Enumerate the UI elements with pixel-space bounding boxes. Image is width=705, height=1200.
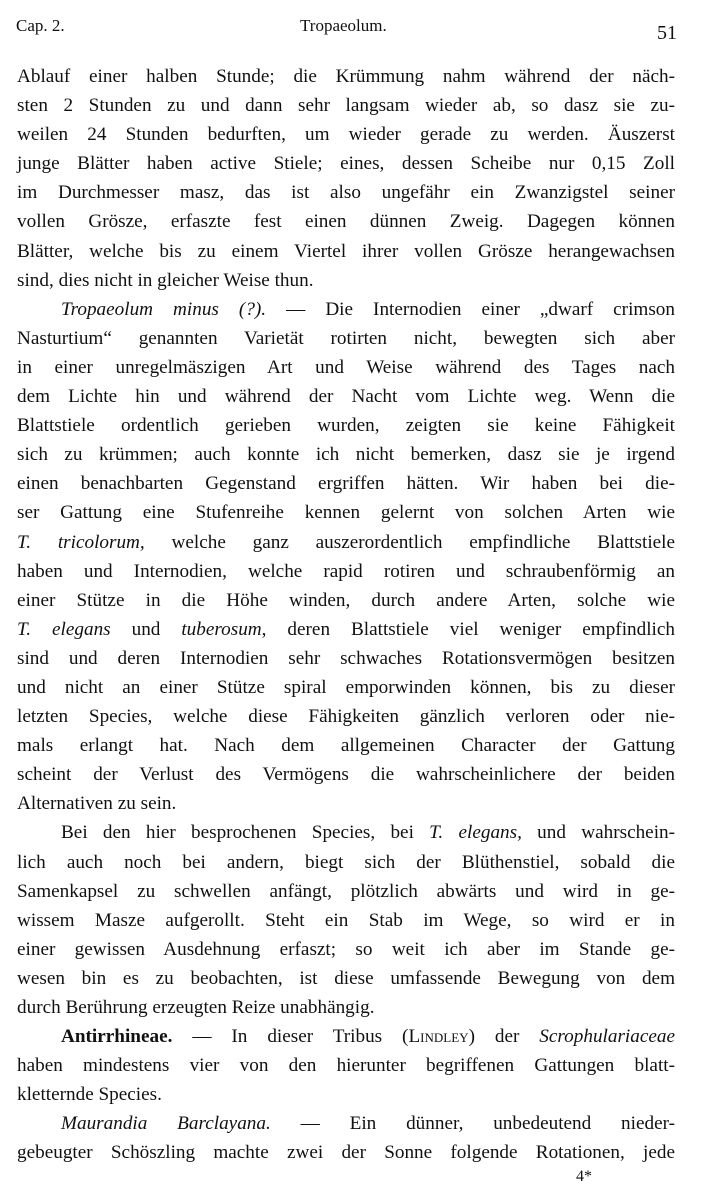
text-segment: einen benachbarten Gegenstand ergriffen hätten. Wir haben bei die- [17, 473, 675, 495]
text-segment: und [110, 618, 182, 640]
text-segment: sich zu krümmen; auch konnte ich nicht bemerken, dasz sie je irgend [17, 444, 675, 466]
text-segment: haben mindestens vier von den hierunter begriffenen Gattungen blatt- [17, 1055, 675, 1077]
text-line [17, 120, 675, 149]
text-segment: Lindley [408, 1026, 469, 1048]
italic-segment: tuberosum [181, 618, 262, 640]
text-segment: dem Lichte hin und während der Nacht vom Lichte weg. Wenn die [17, 386, 675, 408]
text-segment: Samenkapsel zu schwellen anfängt, plötzlich abwärts und wird in ge- [17, 880, 675, 902]
text-line [17, 789, 675, 818]
text-segment: lich auch noch bei andern, biegt sich der Blüthenstiel, sobald die [17, 851, 675, 873]
text-line [17, 178, 675, 207]
text-line [17, 498, 675, 527]
text-segment: — Ein dünner, unbedeutend nieder- [270, 1113, 676, 1135]
text-segment: Nasturtium“ genannten Varietät rotirten nicht, bewegten sich aber [17, 327, 675, 349]
text-segment: weilen 24 Stunden bedurften, um wieder gerade zu werden. Äuszerst [17, 124, 675, 146]
text-segment: mals erlangt hat. Nach dem allgemeinen Character der Gattung [17, 735, 675, 757]
text-line [17, 818, 675, 847]
text-line [17, 91, 675, 120]
italic-segment: Tropaeolum minus (?). [61, 298, 267, 320]
text-line [17, 760, 675, 789]
text-line [17, 528, 675, 557]
text-line [17, 964, 675, 993]
text-line [17, 440, 675, 469]
text-segment: im Durchmesser masz, das ist also ungefähr ein Zwanzigstel seiner [17, 182, 675, 204]
text-segment: scheint der Verlust des Vermögens die wahrscheinlichere der beiden [17, 764, 675, 786]
text-segment: junge Blätter haben active Stiele; eines, dessen Scheibe nur 0,15 Zoll [17, 153, 675, 175]
text-line [17, 382, 675, 411]
text-line [17, 411, 675, 440]
text-line [17, 877, 675, 906]
text-line [17, 935, 675, 964]
text-segment: Blattstiele ordentlich gerieben wurden, zeigten sie keine Fähigkeit [17, 415, 675, 437]
running-title: Tropaeolum. [300, 16, 387, 35]
signature-mark: 4* [576, 1168, 592, 1185]
text-segment: sten 2 Stunden zu und dann sehr langsam wieder ab, so dasz sie zu- [17, 95, 675, 117]
text-line [17, 207, 675, 236]
italic-segment: Maurandia Barclayana. [61, 1113, 271, 1135]
text-segment: und nicht an einer Stütze spiral emporwinden können, bis zu dieser [17, 676, 675, 698]
bold-segment: Antirrhineae. [61, 1026, 173, 1048]
text-line [17, 62, 675, 91]
text-line [17, 586, 675, 615]
text-segment: Bei den hier besprochenen Species, bei [61, 822, 430, 844]
page-number: 51 [657, 22, 677, 44]
text-line [17, 1109, 675, 1138]
text-segment: welche ganz auszerordentlich empfindliche Blattstiele [144, 531, 676, 553]
italic-segment: T. tricolorum, [17, 531, 145, 553]
text-line [17, 295, 675, 324]
text-segment: , deren Blattstiele viel weniger empfindlich [261, 618, 675, 640]
text-segment: in einer unregelmäszigen Art und Weise während des Tages nach [17, 356, 675, 378]
chapter-label: Cap. 2. [16, 16, 65, 35]
text-line [17, 324, 675, 353]
text-segment: ) der [468, 1026, 540, 1048]
text-segment: sind und deren Internodien sehr schwaches Rotationsvermögen besitzen [17, 647, 675, 669]
text-line [17, 237, 675, 266]
text-line [17, 906, 675, 935]
italic-segment: T. elegans, [429, 822, 522, 844]
text-segment: Alternativen zu sein. [17, 793, 177, 815]
italic-segment: T. elegans [17, 618, 111, 640]
text-line [17, 266, 675, 295]
text-segment: — Die Internodien einer „dwarf crimson [266, 298, 675, 320]
page-header [14, 14, 677, 44]
text-line [17, 1022, 675, 1051]
text-line [17, 557, 675, 586]
text-segment: ser Gattung eine Stufenreihe kennen gelernt von solchen Arten wie [17, 502, 675, 524]
text-segment: haben und Internodien, welche rapid rotiren und schraubenförmig an [17, 560, 675, 582]
text-line [17, 644, 675, 673]
text-segment: Ablauf einer halben Stunde; die Krümmung nahm während der näch- [17, 66, 675, 87]
text-line [17, 731, 675, 760]
text-line [17, 1080, 675, 1109]
text-line [17, 848, 675, 877]
text-line [17, 615, 675, 644]
text-segment: kletternde Species. [17, 1084, 162, 1106]
text-segment: wesen bin es zu beobachten, ist diese umfassende Bewegung von dem [17, 967, 675, 989]
text-segment: einer gewissen Ausdehnung erfaszt; so weit ich aber im Stande ge- [17, 938, 675, 960]
text-line [17, 1051, 675, 1080]
text-segment: vollen Grösze, erfaszte fest einen dünnen Zweig. Dagegen können [17, 211, 675, 233]
text-segment: einer Stütze in die Höhe winden, durch andere Arten, solche wie [17, 589, 675, 611]
text-line [17, 1138, 675, 1167]
text-line [17, 673, 675, 702]
text-segment: letzten Species, welche diese Fähigkeiten gänzlich verloren oder nie- [17, 706, 675, 728]
text-segment: durch Berührung erzeugten Reize unabhängig. [17, 997, 375, 1018]
text-line [17, 469, 675, 498]
italic-segment: Scrophulariaceae [539, 1026, 675, 1048]
text-line [17, 993, 675, 1022]
text-segment: sind, dies nicht in gleicher Weise thun. [17, 269, 314, 291]
text-line [17, 149, 675, 178]
text-line [17, 353, 675, 382]
text-segment: gebeugter Schöszling machte zwei der Sonne folgende Rotationen, jede [17, 1142, 675, 1164]
text-line [17, 702, 675, 731]
text-segment: wissem Masze aufgerollt. Steht ein Stab im Wege, so wird er in [17, 909, 675, 931]
text-segment: — In dieser Tribus ( [172, 1026, 409, 1048]
text-segment: Blätter, welche bis zu einem Viertel ihrer vollen Grösze herangewachsen [17, 240, 675, 262]
body-text [17, 62, 675, 1168]
text-segment: und wahrschein- [521, 822, 676, 844]
